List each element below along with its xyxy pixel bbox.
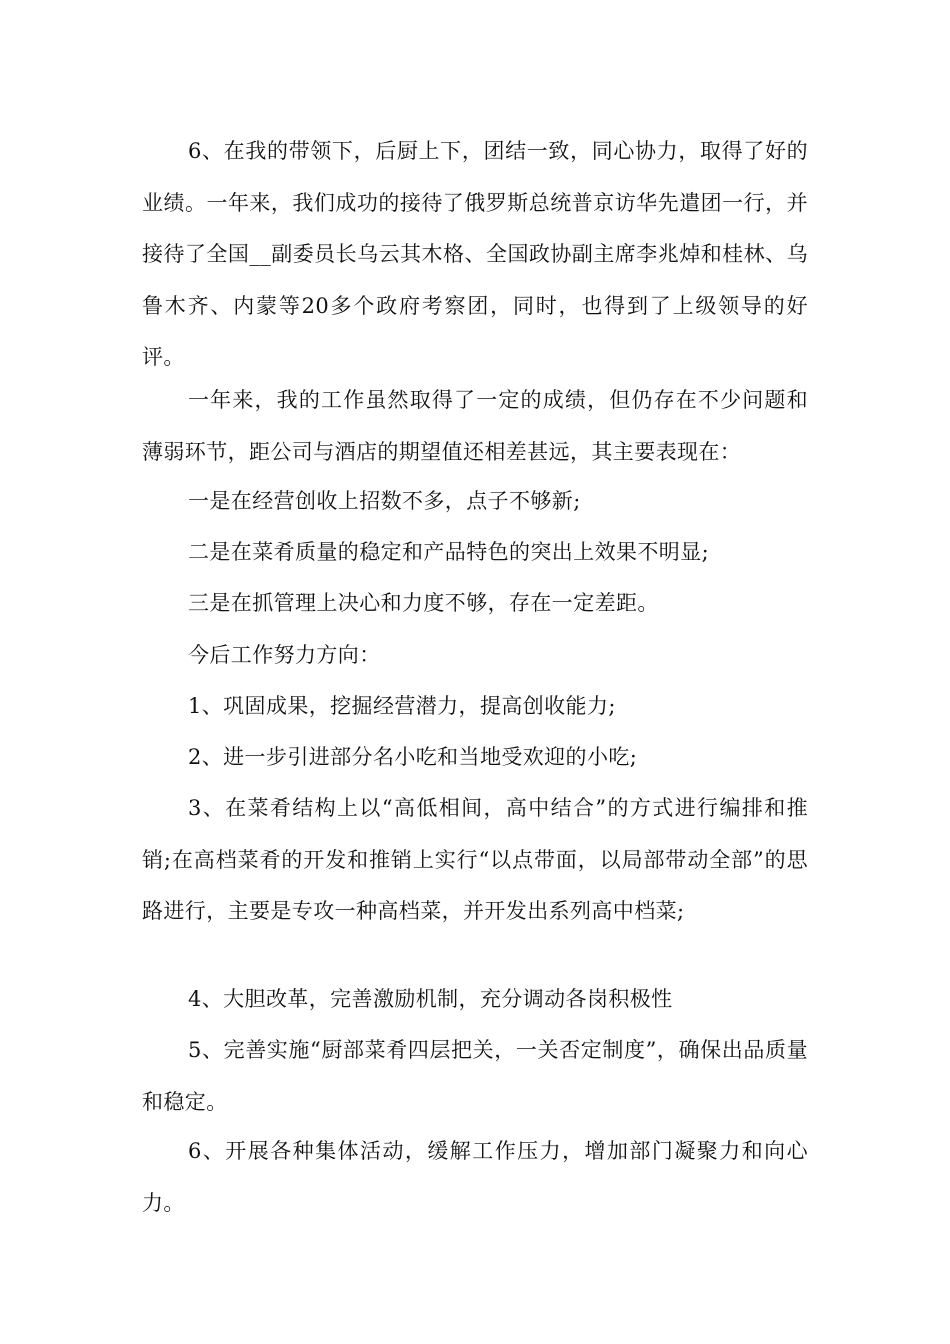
paragraph-shortcoming-3: 三是在抓管理上决心和力度不够，存在一定差距。 (188, 591, 659, 615)
paragraph-shortcomings-intro: 一年来，我的工作虽然取得了一定的成绩，但仍存在不少问题和薄弱环节，距公司与酒店的期望值还相差甚远，其主要表现在： (142, 388, 808, 464)
paragraph-future-heading: 今后工作努力方向： (188, 643, 381, 667)
paragraph-shortcoming-2: 二是在菜肴质量的稳定和产品特色的突出上效果不明显; (188, 540, 710, 564)
paragraph-plan-2: 2、进一步引进部分名小吃和当地受欢迎的小吃; (188, 745, 638, 769)
paragraph-plan-5: 5、完善实施“厨部菜肴四层把关，一关否定制度”，确保出品质量和稳定。 (142, 1038, 808, 1114)
paragraph-plan-1: 1、巩固成果，挖掘经营潜力，提高创收能力; (188, 694, 616, 718)
paragraph-plan-4: 4、大胆改革，完善激励机制，充分调动各岗积极性 (188, 987, 673, 1011)
paragraph-shortcoming-1: 一是在经营创收上招数不多，点子不够新; (188, 489, 581, 513)
paragraph-achievements: 6、在我的带领下，后厨上下，团结一致，同心协力，取得了好的业绩。一年来，我们成功的接待了俄罗斯总统普京访华先遣团一行，并接待了全国__副委员长乌云其木格、全国政协副主席李兆焯和桂林、乌鲁木齐、内蒙等20多个政府考察团，同时，也得到了上级领导的好评。 (142, 139, 808, 369)
paragraph-plan-6: 6、开展各种集体活动，缓解工作压力，增加部门凝聚力和向心力。 (142, 1139, 808, 1215)
paragraph-plan-3: 3、在菜肴结构上以“高低相间，高中结合”的方式进行编排和推销;在高档菜肴的开发和推销上实行“以点带面，以局部带动全部”的思路进行，主要是专攻一种高档菜，并开发出系列高中档菜; (142, 796, 808, 923)
